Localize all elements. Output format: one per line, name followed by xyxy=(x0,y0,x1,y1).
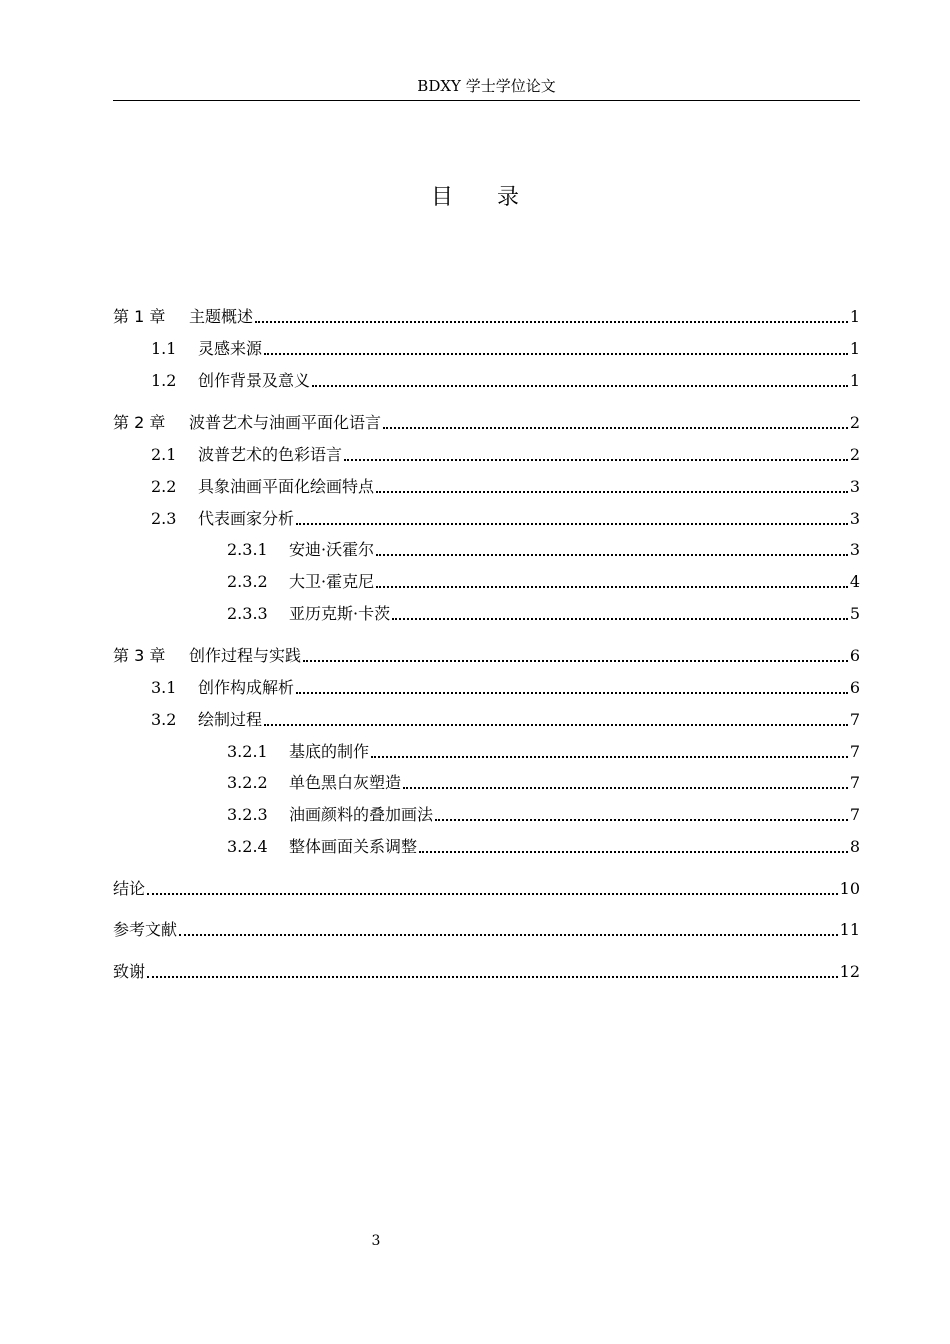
toc-entry-3-2-4[interactable] xyxy=(113,834,860,858)
toc-entry-page: 2 xyxy=(849,445,860,464)
dot-leader xyxy=(303,660,848,662)
dot-leader xyxy=(312,385,848,387)
dot-leader xyxy=(296,523,848,525)
dot-leader xyxy=(255,321,848,323)
dot-leader xyxy=(376,586,848,588)
dot-leader xyxy=(264,353,848,355)
toc-entry-number: 3.2.1 xyxy=(227,742,268,761)
toc-entry-chapter-3[interactable] xyxy=(113,643,860,667)
toc-entry-page: 7 xyxy=(849,773,860,792)
toc-entry-page: 2 xyxy=(849,413,860,432)
toc-entry-page: 10 xyxy=(839,879,860,898)
toc-entry-number: 3.2.2 xyxy=(227,773,268,792)
running-header: BDXY 学士学位论文 xyxy=(417,77,556,95)
toc-entry-page: 7 xyxy=(849,710,860,729)
toc-entry-2-3[interactable] xyxy=(113,506,860,530)
toc-entry-page: 7 xyxy=(849,805,860,824)
toc-entry-acknowledgements[interactable] xyxy=(113,959,860,983)
dot-leader xyxy=(419,851,848,853)
toc-entry-page: 8 xyxy=(849,837,860,856)
page-number: 3 xyxy=(371,1233,381,1249)
toc-entry-title: 绘制过程 xyxy=(198,710,263,729)
dot-leader xyxy=(376,491,848,493)
toc-entry-1-1[interactable] xyxy=(113,336,860,360)
toc-entry-number: 第 3 章 xyxy=(113,646,166,665)
toc-entry-number: 1.1 xyxy=(151,339,177,358)
toc-entry-2-2[interactable] xyxy=(113,474,860,498)
toc-entry-page: 3 xyxy=(849,540,860,559)
toc-entry-title: 灵感来源 xyxy=(198,339,263,358)
toc-entry-3-2[interactable] xyxy=(113,707,860,731)
toc-entry-2-3-2[interactable] xyxy=(113,569,860,593)
toc-entry-title: 亚历克斯·卡茨 xyxy=(289,604,391,623)
toc-entry-page: 6 xyxy=(849,646,860,665)
toc-entry-number: 2.3 xyxy=(151,509,177,528)
toc-entry-page: 3 xyxy=(849,477,860,496)
toc-entry-title: 主题概述 xyxy=(189,307,254,326)
toc-heading: 目录 xyxy=(430,185,563,210)
toc-entry-number: 3.1 xyxy=(151,678,177,697)
dot-leader xyxy=(376,554,848,556)
dot-leader xyxy=(296,692,848,694)
toc-entry-conclusion[interactable] xyxy=(113,876,860,900)
toc-entry-number: 2.2 xyxy=(151,477,177,496)
toc-entry-references[interactable] xyxy=(113,917,860,941)
toc-entry-title: 创作构成解析 xyxy=(198,678,295,697)
toc-entry-title: 结论 xyxy=(113,879,146,898)
dot-leader xyxy=(147,976,838,978)
toc-entry-page: 1 xyxy=(849,307,860,326)
dot-leader xyxy=(264,724,848,726)
toc-entry-page: 4 xyxy=(849,572,860,591)
toc-entry-number: 2.1 xyxy=(151,445,177,464)
toc-entry-number: 3.2 xyxy=(151,710,177,729)
toc-entry-1-2[interactable] xyxy=(113,368,860,392)
toc-entry-title: 波普艺术的色彩语言 xyxy=(198,445,343,464)
toc-entry-3-1[interactable] xyxy=(113,675,860,699)
toc-entry-number: 1.2 xyxy=(151,371,177,390)
toc-entry-3-2-1[interactable] xyxy=(113,739,860,763)
dot-leader xyxy=(179,934,838,936)
dot-leader xyxy=(435,819,848,821)
toc-entry-3-2-2[interactable] xyxy=(113,770,860,794)
dot-leader xyxy=(371,756,848,758)
toc-entry-page: 7 xyxy=(849,742,860,761)
toc-entry-title: 整体画面关系调整 xyxy=(289,837,418,856)
toc-entry-page: 1 xyxy=(849,371,860,390)
toc-entry-page: 3 xyxy=(849,509,860,528)
dot-leader xyxy=(383,427,848,429)
toc-entry-title: 创作过程与实践 xyxy=(189,646,302,665)
toc-entry-number: 3.2.4 xyxy=(227,837,268,856)
toc-entry-number: 3.2.3 xyxy=(227,805,268,824)
dot-leader xyxy=(147,893,838,895)
toc-entry-title: 具象油画平面化绘画特点 xyxy=(198,477,375,496)
dot-leader xyxy=(403,787,848,789)
toc-entry-title: 参考文献 xyxy=(113,920,178,939)
toc-entry-title: 安迪·沃霍尔 xyxy=(289,540,375,559)
toc-entry-page: 5 xyxy=(849,604,860,623)
toc-entry-2-1[interactable] xyxy=(113,442,860,466)
toc-entry-title: 基底的制作 xyxy=(289,742,370,761)
toc-entry-title: 波普艺术与油画平面化语言 xyxy=(189,413,382,432)
toc-entry-page: 1 xyxy=(849,339,860,358)
toc-entry-number: 2.3.1 xyxy=(227,540,268,559)
toc-entry-page: 12 xyxy=(839,962,860,981)
toc-entry-title: 代表画家分析 xyxy=(198,509,295,528)
toc-entry-number: 第 1 章 xyxy=(113,307,166,326)
header-rule xyxy=(113,100,860,101)
toc-entry-title: 油画颜料的叠加画法 xyxy=(289,805,434,824)
toc-entry-page: 6 xyxy=(849,678,860,697)
toc-entry-title: 致谢 xyxy=(113,962,146,981)
toc-entry-title: 大卫·霍克尼 xyxy=(289,572,375,591)
toc-entry-number: 第 2 章 xyxy=(113,413,166,432)
toc-entry-chapter-2[interactable] xyxy=(113,410,860,434)
toc-entry-2-3-1[interactable] xyxy=(113,537,860,561)
toc-entry-page: 11 xyxy=(839,920,860,939)
dot-leader xyxy=(392,618,848,620)
dot-leader xyxy=(344,459,848,461)
toc-entry-2-3-3[interactable] xyxy=(113,601,860,625)
toc-entry-number: 2.3.2 xyxy=(227,572,268,591)
toc-entry-3-2-3[interactable] xyxy=(113,802,860,826)
toc-entry-chapter-1[interactable] xyxy=(113,304,860,328)
toc-entry-title: 单色黑白灰塑造 xyxy=(289,773,402,792)
toc-entry-title: 创作背景及意义 xyxy=(198,371,311,390)
toc-entry-number: 2.3.3 xyxy=(227,604,268,623)
